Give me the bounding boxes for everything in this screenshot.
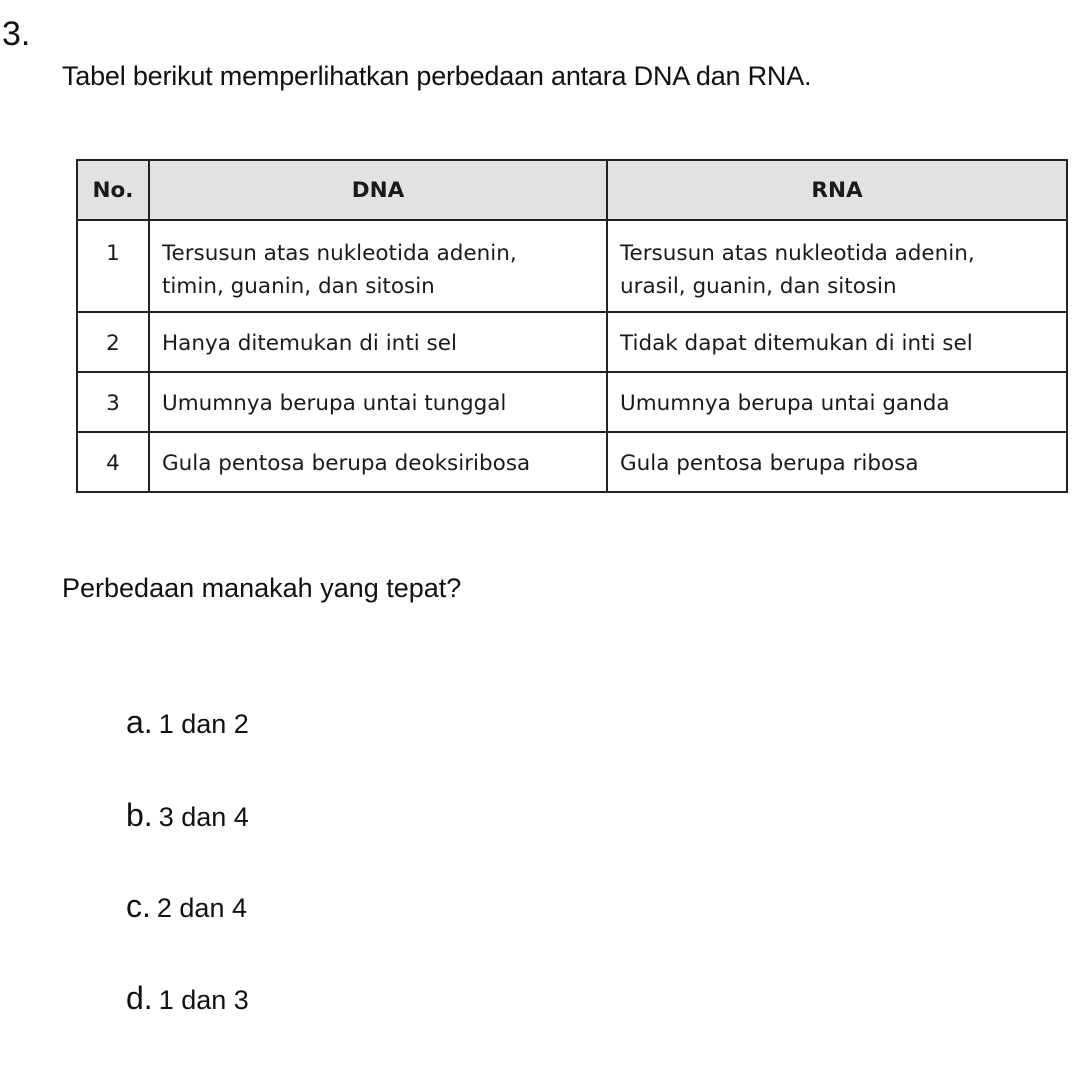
dna-cell-line: Tersusun atas nukleotida adenin,: [162, 241, 517, 266]
option-c[interactable]: [126, 888, 247, 926]
table-row: [77, 220, 1067, 312]
rna-cell: Gula pentosa berupa ribosa: [607, 432, 1067, 492]
option-letter: b.: [126, 797, 153, 833]
rna-cell: [607, 220, 1067, 312]
option-b[interactable]: [126, 797, 249, 835]
header-no: No.: [77, 160, 149, 220]
option-text: 1 dan 2: [158, 709, 249, 739]
row-number: 4: [77, 432, 149, 492]
option-d[interactable]: [126, 980, 249, 1018]
table-row: [77, 312, 1067, 372]
option-letter: a.: [126, 704, 153, 740]
row-number: 1: [77, 220, 149, 312]
option-letter: c.: [126, 888, 151, 924]
question-number: 3.: [2, 15, 31, 53]
rna-cell: Tidak dapat ditemukan di inti sel: [607, 312, 1067, 372]
dna-cell: [149, 220, 607, 312]
table-row: [77, 432, 1067, 492]
rna-cell-line: urasil, guanin, dan sitosin: [620, 274, 897, 299]
table-row: [77, 372, 1067, 432]
header-rna: RNA: [607, 160, 1067, 220]
option-text: 2 dan 4: [156, 893, 247, 923]
dna-cell: Hanya ditemukan di inti sel: [149, 312, 607, 372]
option-text: 1 dan 3: [158, 985, 249, 1015]
question-intro: Tabel berikut memperlihatkan perbedaan antara DNA dan RNA.: [62, 61, 812, 91]
comparison-table: [76, 159, 1068, 493]
option-a[interactable]: [126, 704, 249, 742]
row-number: 2: [77, 312, 149, 372]
question-prompt: Perbedaan manakah yang tepat?: [62, 573, 462, 603]
rna-cell: Umumnya berupa untai ganda: [607, 372, 1067, 432]
dna-cell: Umumnya berupa untai tunggal: [149, 372, 607, 432]
option-letter: d.: [126, 980, 153, 1016]
row-number: 3: [77, 372, 149, 432]
dna-cell-line: timin, guanin, dan sitosin: [162, 274, 435, 299]
option-text: 3 dan 4: [158, 802, 249, 832]
dna-cell: Gula pentosa berupa deoksiribosa: [149, 432, 607, 492]
header-dna: DNA: [149, 160, 607, 220]
rna-cell-line: Tersusun atas nukleotida adenin,: [620, 241, 975, 266]
table-header-row: [77, 160, 1067, 220]
